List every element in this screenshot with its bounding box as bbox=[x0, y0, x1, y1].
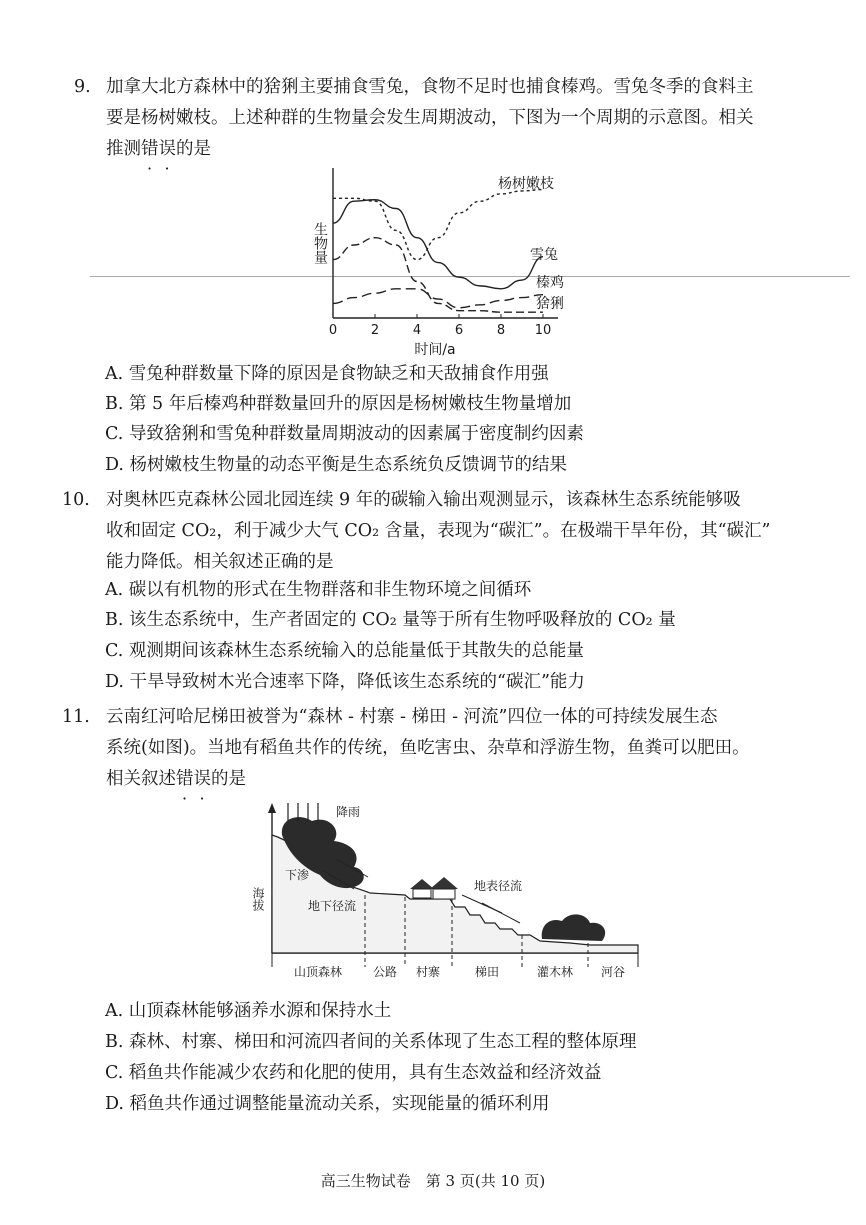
x-tick-label: 0 bbox=[328, 323, 338, 338]
question-number: 9. bbox=[74, 77, 91, 97]
zone-labels bbox=[294, 964, 625, 979]
option-d: D. 干旱导致树木光合速率下降，降低该生态系统的“碳汇”能力 bbox=[105, 672, 585, 692]
seep-label: 下渗 bbox=[285, 868, 310, 882]
question-9 bbox=[74, 72, 782, 165]
emphasis-char: 错 bbox=[141, 139, 159, 159]
series-lines bbox=[333, 190, 543, 313]
series-line-3 bbox=[333, 238, 543, 312]
underground-flow-label: 地下径流 bbox=[308, 899, 357, 913]
question-text-line: 云南红河哈尼梯田被誉为“森林 - 村寨 - 梯田 - 河流”四位一体的可持续发展生态 bbox=[106, 707, 718, 727]
question-number: 11. bbox=[62, 707, 90, 727]
series-line-1 bbox=[333, 200, 543, 289]
y-axis-label: 生物量 bbox=[312, 222, 328, 264]
x-tick-label: 2 bbox=[370, 323, 380, 338]
x-tick-label: 6 bbox=[454, 323, 464, 338]
terrace-diagram bbox=[250, 795, 650, 985]
biomass-chart bbox=[300, 160, 600, 360]
zone-label: 河谷 bbox=[600, 965, 626, 979]
question-10 bbox=[62, 485, 782, 578]
emphasis-char: 错 bbox=[176, 769, 194, 789]
question-number: 10. bbox=[62, 490, 90, 510]
option-a: A. 雪兔种群数量下降的原因是食物缺乏和天敌捕食作用强 bbox=[105, 364, 549, 384]
surface-runoff-label: 地表径流 bbox=[474, 879, 523, 893]
emphasis-char: 误 bbox=[158, 139, 176, 159]
question-text-line: 相关叙述错误的是 bbox=[106, 769, 246, 789]
x-tick-label: 4 bbox=[412, 323, 422, 338]
village-icon bbox=[410, 877, 458, 899]
option-a: A. 山顶森林能够涵养水源和保持水土 bbox=[105, 1001, 392, 1021]
question-text-line: 要是杨树嫩枝。上述种群的生物量会发生周期波动，下图为一个周期的示意图。相关 bbox=[106, 108, 754, 128]
zone-label: 公路 bbox=[372, 965, 398, 979]
series-line-2 bbox=[333, 289, 543, 308]
option-d: D. 杨树嫩枝生物量的动态平衡是生态系统负反馈调节的结果 bbox=[105, 455, 568, 475]
zone-label: 梯田 bbox=[474, 965, 500, 979]
altitude-arrow bbox=[268, 803, 276, 813]
page-footer: 高三生物试卷 第 3 页(共 10 页) bbox=[320, 1172, 546, 1190]
question-11 bbox=[62, 702, 782, 795]
question-text-line: 能力降低。相关叙述正确的是 bbox=[106, 552, 334, 572]
label-poplar: 杨树嫩枝 bbox=[498, 176, 554, 192]
question-text-line: 加拿大北方森林中的猞猁主要捕食雪兔，食物不足时也捕食榛鸡。雪兔冬季的食料主 bbox=[106, 77, 754, 97]
label-lynx: 猞猁 bbox=[536, 296, 564, 312]
question-text-line: 推测错误的是 bbox=[106, 139, 211, 159]
x-tick-label: 10 bbox=[534, 323, 552, 338]
rain-label: 降雨 bbox=[336, 805, 361, 819]
zone-label: 灌木林 bbox=[536, 965, 574, 979]
option-b: B. 森林、村寨、梯田和河流四者间的关系体现了生态工程的整体原理 bbox=[105, 1032, 637, 1052]
question-text-line: 对奥林匹克森林公园北园连续 9 年的碳输入输出观测显示，该森林生态系统能够吸 bbox=[106, 490, 741, 510]
emphasis-char: 误 bbox=[193, 769, 211, 789]
question-text-line: 收和固定 CO₂，利于减少大气 CO₂ 含量，表现为“碳汇”。在极端干旱年份，其“碳汇” bbox=[106, 521, 771, 541]
option-b: B. 第 5 年后榛鸡种群数量回升的原因是杨树嫩枝生物量增加 bbox=[105, 394, 572, 414]
shrub-icon bbox=[542, 914, 605, 941]
option-c: C. 导致猞猁和雪兔种群数量周期波动的因素属于密度制约因素 bbox=[105, 424, 584, 444]
label-grouse: 榛鸡 bbox=[536, 275, 564, 291]
x-tick-label: 8 bbox=[496, 323, 506, 338]
altitude-label: 海拔 bbox=[251, 887, 265, 911]
option-b: B. 该生态系统中，生产者固定的 CO₂ 量等于所有生物呼吸释放的 CO₂ 量 bbox=[105, 610, 676, 630]
option-a: A. 碳以有机物的形式在生物群落和非生物环境之间循环 bbox=[105, 580, 532, 600]
x-axis-label: 时间/a bbox=[414, 342, 456, 358]
label-hare: 雪兔 bbox=[530, 247, 558, 263]
option-c: C. 稻鱼共作能减少农药和化肥的使用，具有生态效益和经济效益 bbox=[105, 1063, 602, 1083]
zone-label: 山顶森林 bbox=[293, 965, 343, 979]
option-c: C. 观测期间该森林生态系统输入的总能量低于其散失的总能量 bbox=[105, 641, 584, 661]
question-text-line: 系统(如图)。当地有稻鱼共作的传统，鱼吃害虫、杂草和浮游生物，鱼粪可以肥田。 bbox=[106, 738, 750, 758]
option-d: D. 稻鱼共作通过调整能量流动关系，实现能量的循环利用 bbox=[105, 1094, 550, 1114]
zone-label: 村寨 bbox=[415, 965, 441, 979]
